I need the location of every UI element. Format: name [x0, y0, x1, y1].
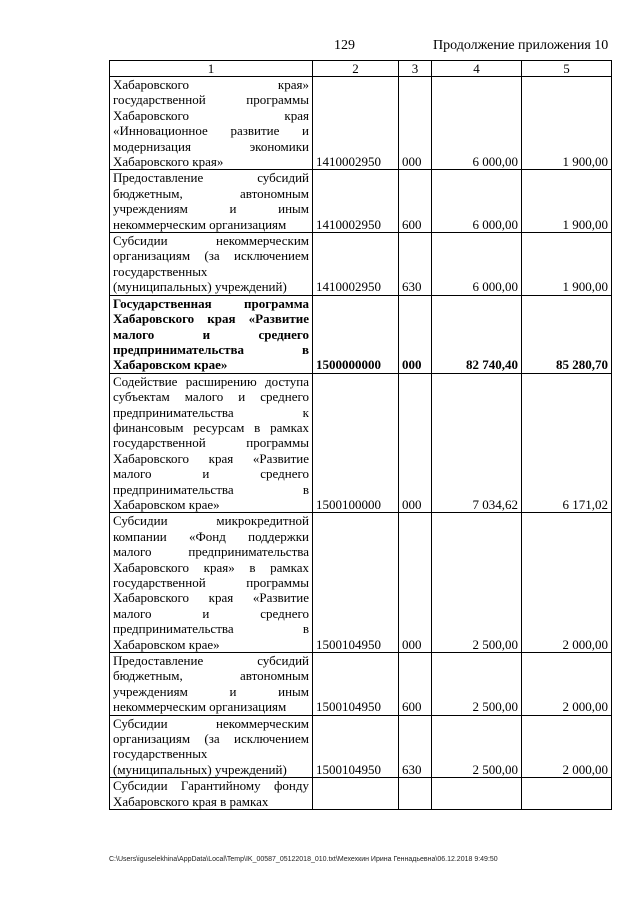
row-target-code: 1410002950 [313, 170, 399, 233]
row-amount-year-1: 82 740,40 [432, 295, 522, 373]
row-target-code [313, 778, 399, 810]
file-path-footer: C:\Users\iguselekhina\AppData\Local\Temp\IK_00587_05122018_010.txt\Мехехкин Ирина Геннадьевна\06.12.2018 9:49:50 [109, 856, 498, 863]
row-expense-type: 000 [399, 295, 432, 373]
row-target-code: 1410002950 [313, 233, 399, 296]
row-target-code: 1500100000 [313, 373, 399, 513]
row-name: Субсидии некоммерческим организациям (за исключением государственных (муниципальных) учреждений) [110, 233, 313, 296]
row-expense-type: 000 [399, 513, 432, 653]
table-row [110, 513, 612, 653]
row-name: Субсидии некоммерческим организациям (за исключением государственных (муниципальных) учреждений) [110, 715, 313, 778]
table-row [110, 233, 612, 296]
row-name: Предоставление субсидий бюджетным, автономным учреждениям и иным некоммерческим организациям [110, 170, 313, 233]
row-expense-type: 600 [399, 653, 432, 716]
row-amount-year-1: 2 500,00 [432, 653, 522, 716]
row-amount-year-1: 6 000,00 [432, 170, 522, 233]
row-expense-type [399, 778, 432, 810]
row-amount-year-2: 1 900,00 [522, 170, 612, 233]
table-header-row [110, 61, 612, 77]
table-row [110, 373, 612, 513]
row-name: Содействие расширению доступа субъектам малого и среднего предпринимательства к финансовым ресурсам в рамках государственной программы Хабаровского края «Развитие малого и среднего предпринимательства в Хабаровском крае» [110, 373, 313, 513]
row-amount-year-1: 6 000,00 [432, 77, 522, 170]
table-row [110, 653, 612, 716]
table-row [110, 715, 612, 778]
table-row-continued [110, 778, 612, 810]
column-header-3: 3 [399, 61, 432, 77]
row-amount-year-2: 85 280,70 [522, 295, 612, 373]
row-target-code: 1500104950 [313, 653, 399, 716]
row-amount-year-2 [522, 778, 612, 810]
row-amount-year-2: 2 000,00 [522, 715, 612, 778]
row-target-code: 1500104950 [313, 715, 399, 778]
row-expense-type: 630 [399, 715, 432, 778]
table-row-program [110, 295, 612, 373]
row-target-code: 1410002950 [313, 77, 399, 170]
column-header-5: 5 [522, 61, 612, 77]
row-expense-type: 630 [399, 233, 432, 296]
row-target-code: 1500104950 [313, 513, 399, 653]
table-row [110, 77, 612, 170]
row-expense-type: 600 [399, 170, 432, 233]
column-header-4: 4 [432, 61, 522, 77]
row-amount-year-1: 6 000,00 [432, 233, 522, 296]
row-amount-year-2: 2 000,00 [522, 653, 612, 716]
row-name: Субсидии микрокредитной компании «Фонд поддержки малого предпринимательства Хабаровского края» в рамках государственной программы Хабаровского края «Развитие малого и среднего предпринимательства в Хабаровском крае» [110, 513, 313, 653]
row-name: Государственная программа Хабаровского края «Развитие малого и среднего предпринимательства в Хабаровском крае» [110, 295, 313, 373]
row-amount-year-2: 2 000,00 [522, 513, 612, 653]
row-amount-year-1 [432, 778, 522, 810]
row-amount-year-2: 6 171,02 [522, 373, 612, 513]
row-name: Хабаровского края» государственной программы Хабаровского края «Инновационное развитие и модернизация экономики Хабаровского края» [110, 77, 313, 170]
row-amount-year-1: 7 034,62 [432, 373, 522, 513]
row-expense-type: 000 [399, 373, 432, 513]
row-name: Предоставление субсидий бюджетным, автономным учреждениям и иным некоммерческим организациям [110, 653, 313, 716]
page-number: 129 [334, 38, 355, 53]
row-expense-type: 000 [399, 77, 432, 170]
row-name: Субсидии Гарантийному фонду Хабаровского края в рамках [110, 778, 313, 810]
row-amount-year-1: 2 500,00 [432, 513, 522, 653]
row-amount-year-2: 1 900,00 [522, 77, 612, 170]
column-header-1: 1 [110, 61, 313, 77]
row-amount-year-2: 1 900,00 [522, 233, 612, 296]
table-row [110, 170, 612, 233]
row-target-code: 1500000000 [313, 295, 399, 373]
appendix-continuation-label: Продолжение приложения 10 [433, 38, 609, 53]
column-header-2: 2 [313, 61, 399, 77]
budget-table [109, 60, 612, 810]
row-amount-year-1: 2 500,00 [432, 715, 522, 778]
